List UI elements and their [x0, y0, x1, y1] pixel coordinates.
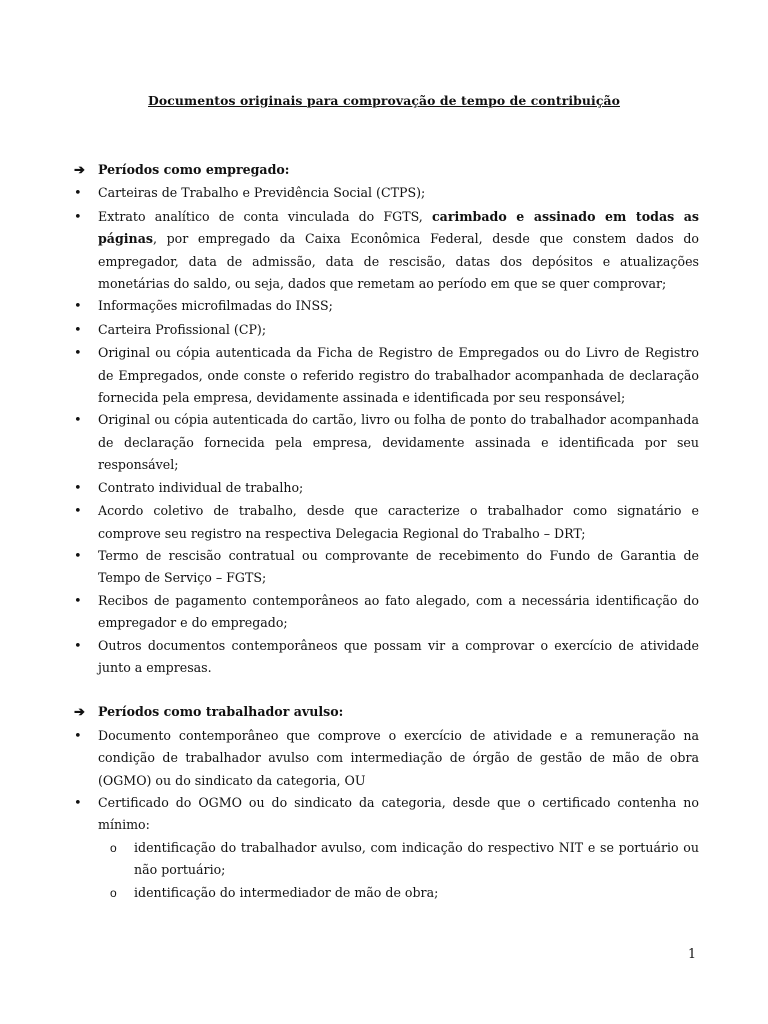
- bullet-icon: •: [74, 346, 82, 362]
- document-title: Documentos originais para comprovação de tempo de contribuição: [148, 93, 620, 108]
- list-item-text: Certificado do OGMO ou do sindicato da categoria, desde que o certificado contenha no mínimo:: [98, 794, 699, 833]
- list-item-text: Original ou cópia autenticada da Ficha de Registro de Empregados ou do Livro de Registro de Empregados, onde conste o referido registro do trabalhador acompanhada de declaração fornecida pela empresa, devidamente assinada e identificada por seu responsável;: [98, 345, 699, 406]
- bullet-icon: •: [74, 186, 82, 202]
- list-item: [74, 409, 699, 476]
- list-item: [74, 725, 699, 792]
- list-item-text: Acordo coletivo de trabalho, desde que caracterize o trabalhador como signatário e comprove seu registro na respectiva Delegacia Regional do Trabalho – DRT;: [98, 503, 699, 541]
- circle-bullet-icon: o: [110, 885, 117, 900]
- list-item-text: Informações microfilmadas do INSS;: [98, 298, 333, 314]
- list-item-text: Carteira Profissional (CP);: [98, 321, 267, 337]
- list-item-text: [98, 206, 699, 296]
- section-heading-empregado: [74, 159, 699, 182]
- bullet-icon: •: [74, 728, 82, 744]
- list-item: [74, 500, 699, 545]
- list-item: [74, 792, 699, 837]
- bullet-icon: •: [74, 299, 82, 315]
- page-number: 1: [687, 946, 696, 961]
- sub-list-item: [110, 837, 699, 882]
- list-item-text: Outros documentos contemporâneos que possam vir a comprovar o exercício de atividade junto a empresas.: [98, 637, 699, 675]
- list-item-text: Original ou cópia autenticada do cartão, livro ou folha de ponto do trabalhador acompanhada de declaração fornecida pela empresa, devidamente assinada e identificada por seu responsável;: [98, 412, 699, 473]
- arrow-right-icon: ➔: [74, 705, 85, 721]
- list-item: [74, 590, 699, 635]
- section-heading-avulso: [74, 701, 699, 724]
- arrow-right-icon: ➔: [74, 163, 85, 178]
- section-spacer: [74, 679, 699, 701]
- bullet-icon: •: [74, 593, 82, 609]
- list-item-text: Contrato individual de trabalho;: [98, 479, 304, 495]
- bullet-icon: •: [74, 504, 82, 520]
- list-item: [74, 545, 699, 590]
- list-item-bold-text: carimbado e assinado em todas as páginas: [98, 208, 699, 247]
- list-item-text-part: , por empregado da Caixa Econômica Federal, desde que constem dados do empregador, data de admissão, data de rescisão, datas dos depósitos e atualizações monetárias do saldo, ou seja, dados que remetam ao período em que se quer comprovar;: [98, 231, 699, 292]
- section-heading-text: Períodos como trabalhador avulso:: [98, 704, 344, 720]
- sub-list-item-text: identificação do intermediador de mão de obra;: [134, 884, 439, 900]
- list-item: [74, 342, 699, 409]
- bullet-icon: •: [74, 209, 82, 225]
- list-item: [74, 182, 699, 205]
- document-body: [74, 159, 699, 904]
- list-item-text: Termo de rescisão contratual ou comprovante de recebimento do Fundo de Garantia de Tempo de Serviço – FGTS;: [98, 547, 699, 586]
- circle-bullet-icon: o: [110, 840, 117, 855]
- bullet-icon: •: [74, 795, 82, 811]
- bullet-list-empregado: [74, 182, 699, 679]
- bullet-icon: •: [74, 413, 82, 429]
- sub-list-item-text: identificação do trabalhador avulso, com indicação do respectivo NIT e se portuário ou não portuário;: [134, 839, 699, 878]
- bullet-icon: •: [74, 638, 82, 654]
- list-item-text: Carteiras de Trabalho e Previdência Social (CTPS);: [98, 185, 426, 201]
- bullet-icon: •: [74, 548, 82, 564]
- sub-list-item: [110, 882, 699, 904]
- list-item-text-part: Extrato analítico de conta vinculada do FGTS,: [98, 208, 432, 224]
- list-item: [74, 206, 699, 296]
- sub-list-certificado: [74, 837, 699, 904]
- list-item-text: Documento contemporâneo que comprove o exercício de atividade e a remuneração na condição de trabalhador avulso com intermediação de órgão de gestão de mão de obra (OGMO) ou do sindicato da categoria, OU: [98, 727, 699, 788]
- bullet-icon: •: [74, 322, 82, 338]
- list-item: [74, 319, 699, 342]
- bullet-icon: •: [74, 480, 82, 496]
- list-item: [74, 477, 699, 500]
- list-item: [74, 635, 699, 680]
- section-heading-text: Períodos como empregado:: [98, 162, 290, 177]
- bullet-list-avulso: [74, 725, 699, 837]
- list-item-text: Recibos de pagamento contemporâneos ao fato alegado, com a necessária identificação do empregador e do empregado;: [98, 592, 699, 631]
- list-item: [74, 295, 699, 318]
